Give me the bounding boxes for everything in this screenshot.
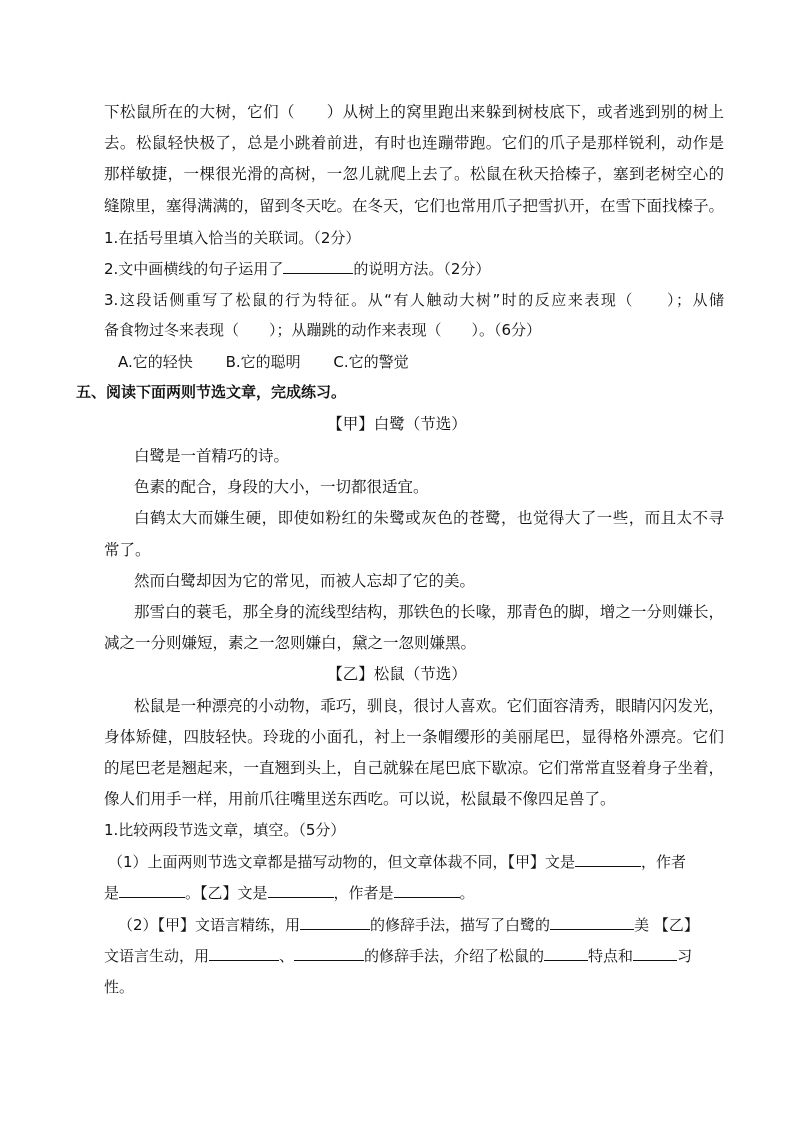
- sub-question-2-line-2: [104, 946, 724, 966]
- yi-line-3: 的尾巴老是翘起来，一直翘到头上，自己就躲在尾巴底下歇凉。它们常常直竖着身子坐着，: [104, 759, 725, 777]
- jia-paragraph-4: 然而白鹭却因为它的常见，而被人忘却了它的美。: [134, 572, 476, 590]
- jia-paragraph-1: 白鹭是一首精巧的诗。: [134, 447, 290, 465]
- options-row: [118, 352, 738, 372]
- passage-jia-title: 【甲】白鹭（节选）: [327, 415, 467, 433]
- passage-line-4: 缝隙里，塞得满满的，留到冬天吃。在冬天，它们也常用爪子把雪扒开，在雪下面找榛子。: [104, 197, 725, 215]
- sub2-text-f: 的修辞手法，介绍了松鼠的: [364, 947, 545, 965]
- jia-paragraph-2: 色素的配合，身段的大小，一切都很适宜。: [134, 478, 429, 496]
- answer-blank-rhetoric-yi-2[interactable]: [294, 946, 364, 961]
- sub2-text-g: 特点和: [588, 947, 634, 965]
- question-3-line-2: 备食物过冬来表现（ ）；从蹦跳的动作来表现（ ）。（6分）: [104, 321, 542, 339]
- sub2-text-b: 的修辞手法，描写了白鹭的: [370, 916, 551, 934]
- sub1-text-e: ，作者是: [333, 884, 394, 902]
- sub-question-2-line-1: [118, 915, 738, 935]
- yi-line-4: 像人们用手一样，用前爪往嘴里送东西吃。可以说，松鼠最不像四足兽了。: [104, 790, 616, 808]
- option-a: A.它的轻快: [118, 353, 193, 371]
- section-5-heading: 五、阅读下面两则节选文章，完成练习。: [76, 383, 347, 401]
- sub1-text-f: 。: [459, 884, 475, 902]
- answer-blank-rhetoric-jia[interactable]: [300, 915, 370, 930]
- yi-line-1: 松鼠是一种漂亮的小动物，乖巧，驯良，很讨人喜欢。它们面容清秀，眼睛闪闪发光，: [134, 697, 724, 715]
- sub2-text-h: 习: [677, 947, 693, 965]
- answer-blank[interactable]: [283, 259, 353, 274]
- option-b: B.它的聪明: [225, 353, 301, 371]
- sub-question-2-line-3: 性。: [104, 978, 135, 996]
- answer-blank-habit[interactable]: [633, 946, 677, 961]
- answer-blank-author-yi[interactable]: [394, 883, 460, 898]
- answer-blank-feature[interactable]: [544, 946, 588, 961]
- jia-paragraph-5-line-1: 那雪白的蓑毛，那全身的流线型结构，那铁色的长喙，那青色的脚，增之一分则嫌长，: [134, 603, 724, 621]
- sub-question-1-line-2: [104, 883, 724, 903]
- section-5-question-1: 1.比较两段节选文章，填空。（5分）: [104, 821, 346, 839]
- sub2-text-d: 文语言生动，用: [104, 947, 210, 965]
- passage-yi-title: 【乙】松鼠（节选）: [327, 665, 467, 683]
- sub2-text-a: （2）【甲】文语言精练，用: [118, 916, 301, 934]
- question-2-text-a: 2.文中画横线的句子运用了: [104, 260, 284, 278]
- answer-blank-beauty[interactable]: [550, 915, 634, 930]
- jia-paragraph-5-line-2: 减之一分则嫌短，素之一忽则嫌白，黛之一忽则嫌黑。: [104, 634, 477, 652]
- sub2-text-c: 美 【乙】: [634, 916, 699, 934]
- sub1-text-b: ，作者: [641, 853, 687, 871]
- sub-question-1-line-1: [108, 852, 728, 872]
- answer-blank-rhetoric-yi-1[interactable]: [209, 946, 279, 961]
- question-3-line-1: 3.这段话侧重写了松鼠的行为特征。从“有人触动大树”时的反应来表现（ ）；从储: [104, 291, 724, 309]
- sub1-text-d: 。【乙】文是: [185, 884, 268, 902]
- jia-paragraph-3-line-2: 常了。: [104, 541, 151, 559]
- option-c: C.它的警觉: [333, 353, 409, 371]
- question-2: [104, 259, 724, 279]
- sub1-text-a: （1）上面两则节选文章都是描写动物的，但文章体裁不同，【甲】文是: [108, 853, 576, 871]
- sub2-text-e: 、: [279, 947, 295, 965]
- answer-blank-author-jia[interactable]: [119, 883, 185, 898]
- passage-line-1: 下松鼠所在的大树，它们（ ）从树上的窝里跑出来躲到树枝底下，或者逃到别的树上: [104, 103, 724, 121]
- passage-line-3: 那样敏捷，一棵很光滑的高树，一忽儿就爬上去了。松鼠在秋天拾榛子，塞到老树空心的: [104, 165, 724, 183]
- jia-paragraph-3-line-1: 白鹤太大而嫌生硬，即使如粉红的朱鹭或灰色的苍鹭，也觉得大了一些，而且太不寻: [134, 509, 724, 527]
- yi-line-2: 身体矫健，四肢轻快。玲珑的小面孔，衬上一条帽缨形的美丽尾巴，显得格外漂亮。它们: [104, 728, 724, 746]
- passage-line-2: 去。松鼠轻快极了，总是小跳着前进，有时也连蹦带跑。它们的爪子是那样锐利，动作是: [104, 134, 724, 152]
- answer-blank-genre-jia[interactable]: [575, 852, 641, 867]
- sub1-text-c: 是: [104, 884, 120, 902]
- question-1: 1.在括号里填入恰当的关联词。（2分）: [104, 229, 361, 247]
- answer-blank-genre-yi[interactable]: [268, 883, 334, 898]
- question-2-text-b: 的说明方法。（2分）: [353, 260, 491, 278]
